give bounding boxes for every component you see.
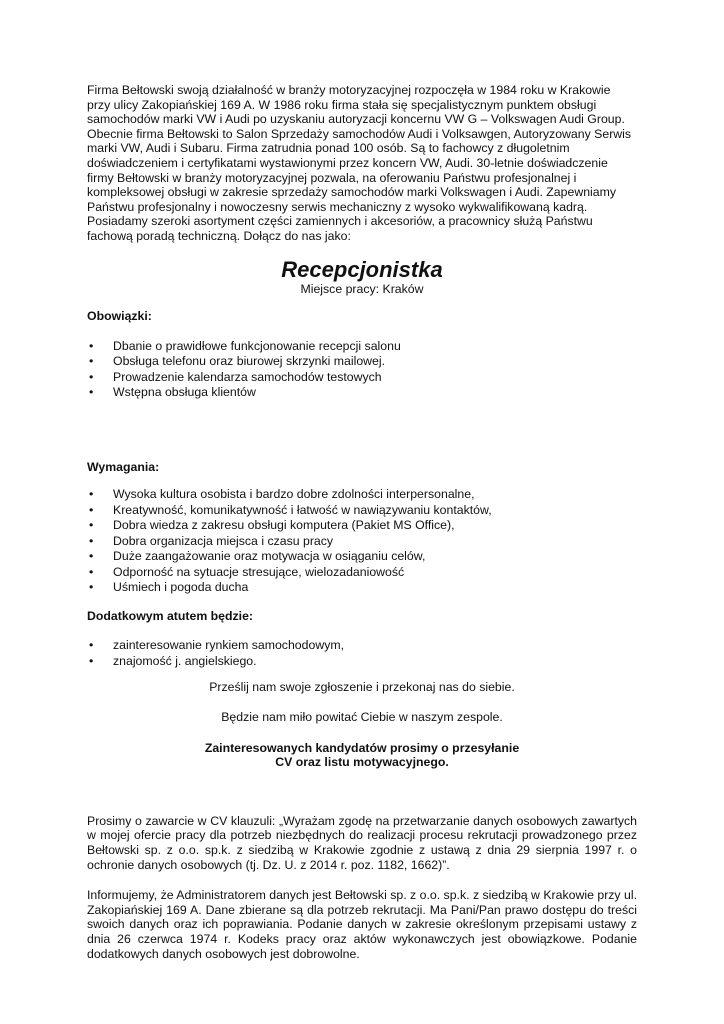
list-item <box>87 518 637 534</box>
list-item-text: Dobra organizacja miejsca i czasu pracy <box>113 533 334 548</box>
consent-clause: Prosimy o zawarcie w CV klauzuli: „Wyrażam zgodę na przetwarzanie danych osobowych zawartych w mojej ofercie pracy dla potrzeb niezbędnych do realizacji procesu rekrutacji prowadzonego przez Bełtowski sp. z o.o. sp.k. z siedzibą w Krakowie zgodnie z ustawą z dnia 29 sierpnia 1997 r. o ochronie danych osobowych (tj. Dz. U. z 2014 r. poz. 1182, 1662)”. <box>87 813 637 872</box>
bullet-icon: • <box>89 653 94 668</box>
list-item <box>87 565 637 581</box>
bullet-icon: • <box>89 518 94 533</box>
list-item <box>87 654 637 670</box>
duties-list <box>87 339 637 401</box>
list-item <box>87 339 637 355</box>
bullet-icon: • <box>89 502 94 517</box>
list-item <box>87 370 637 386</box>
list-item <box>87 503 637 519</box>
requirements-heading: Wymagania: <box>87 459 160 474</box>
list-item-text: Duże zaangażowanie oraz motywacja w osiąganiu celów, <box>113 549 426 564</box>
bullet-icon: • <box>89 580 94 595</box>
list-item-text: Obsługa telefonu oraz biurowej skrzynki mailowej. <box>113 354 386 369</box>
closing-line-2: Będzie nam miło powitać Ciebie w naszym zespole. <box>221 710 503 724</box>
document-page <box>87 83 637 961</box>
bullet-icon: • <box>89 638 94 653</box>
bullet-icon: • <box>89 369 94 384</box>
bullet-icon: • <box>89 338 94 353</box>
privacy-info: Informujemy, że Administratorem danych jest Bełtowski sp. z o.o. sp.k. z siedzibą w Krakowie przy ul. Zakopiańskiej 169 A. Dane zbierane są dla potrzeb rekrutacji. Ma Pani/Pan prawo dostępu do treści swoich danych oraz ich poprawiania. Podanie danych w zakresie określonym przepisami ustawy z dnia 26 czerwca 1974 r. Kodeks pracy oraz aktów wykonawczych jest obowiązkowe. Podanie dodatkowych danych osobowych jest dobrowolne. <box>87 888 637 961</box>
list-item <box>87 354 637 370</box>
company-intro: Firma Bełtowski swoją działalność w branży motoryzacyjnej rozpoczęła w 1984 roku w Krakowie przy ulicy Zakopiańskiej 169 A. W 1986 roku firma stała się specjalistycznym punktem obsługi samochodów marki VW i Audi po uzyskaniu autoryzacji koncernu VW G – Volkswagen Audi Group. Obecnie firma Bełtowski to Salon Sprzedaży samochodów Audi i Volksawgen, Autoryzowany Serwis marki VW, Audi i Subaru. Firma zatrudnia ponad 100 osób. Są to fachowcy z długoletnim doświadczeniem i certyfikatami wystawionymi przez koncern VW, Audi. 30-letnie doświadczenie firmy Bełtowski w branży motoryzacyjnej pozwala, na oferowaniu Państwu profesjonalnej i kompleksowej obsługi w zakresie sprzedaży samochodów marki Volkswagen i Audi. Zapewniamy Państwu profesjonalny i nowoczesny serwis mechaniczny z wysoko wykwalifikowaną kadrą. Posiadamy szeroki asortyment części zamiennych i akcesoriów, a pracownicy służą Państwu fachową poradą techniczną. Dołącz do nas jako: <box>87 83 632 243</box>
list-item <box>87 385 637 401</box>
list-item-text: Wstępna obsługa klientów <box>113 385 256 400</box>
list-item <box>87 580 637 596</box>
list-item-text: znajomość j. angielskiego. <box>113 653 257 668</box>
list-item-text: Dbanie o prawidłowe funkcjonowanie recepcji salonu <box>113 338 401 353</box>
list-item <box>87 534 637 550</box>
bullet-icon: • <box>89 533 94 548</box>
closing-line-3b: CV oraz listu motywacyjnego. <box>275 755 449 770</box>
requirements-list <box>87 487 637 596</box>
bullet-icon: • <box>89 354 94 369</box>
list-item-text: Dobra wiedza z zakresu obsługi komputera (Pakiet MS Office), <box>113 518 455 533</box>
list-item-text: Prowadzenie kalendarza samochodów testowych <box>113 369 382 384</box>
job-title: Recepcjonistka <box>281 256 443 282</box>
job-location: Miejsce pracy: Kraków <box>300 281 424 296</box>
bullet-icon: • <box>89 385 94 400</box>
list-item-text: Kreatywność, komunikatywność i łatwość w nawiązywaniu kontaktów, <box>113 502 492 517</box>
list-item <box>87 638 637 654</box>
list-item-text: Wysoka kultura osobista i bardzo dobre zdolności interpersonalne, <box>113 487 475 502</box>
duties-heading: Obowiązki: <box>87 309 152 324</box>
bullet-icon: • <box>89 564 94 579</box>
list-item-text: zainteresowanie rynkiem samochodowym, <box>113 638 345 653</box>
closing-line-3a: Zainteresowanych kandydatów prosimy o przesyłanie <box>204 740 520 755</box>
closing-line-1: Prześlij nam swoje zgłoszenie i przekonaj nas do siebie. <box>209 680 515 695</box>
extras-heading: Dodatkowym atutem będzie: <box>87 608 254 623</box>
bullet-icon: • <box>89 549 94 564</box>
bullet-icon: • <box>89 487 94 502</box>
extras-list <box>87 638 637 669</box>
list-item <box>87 487 637 503</box>
list-item-text: Uśmiech i pogoda ducha <box>113 580 249 595</box>
list-item-text: Odporność na sytuacje stresujące, wielozadaniowość <box>113 564 405 579</box>
list-item <box>87 549 637 565</box>
